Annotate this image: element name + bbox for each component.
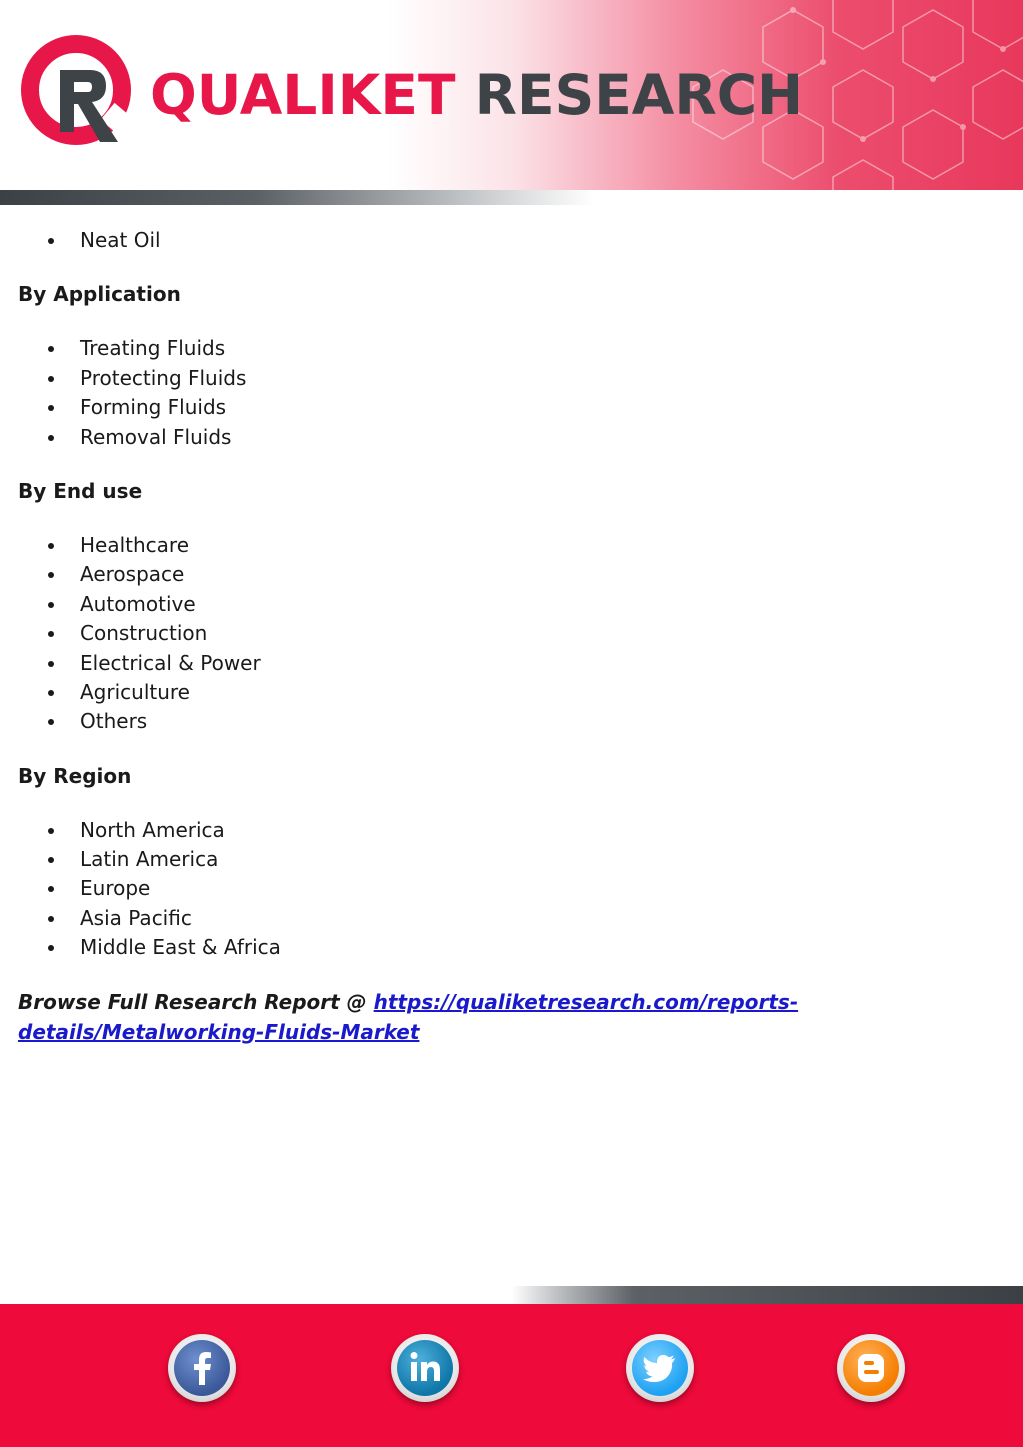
linkedin-icon xyxy=(397,1340,453,1396)
list-item xyxy=(18,933,998,962)
report-link[interactable]: https://qualiketresearch.com/reports-details/Metalworking-Fluids-Market xyxy=(18,989,799,1044)
footer-divider-bar xyxy=(0,1286,1023,1304)
section-heading-application: By Application xyxy=(18,282,181,307)
linkedin-button[interactable] xyxy=(391,1334,459,1402)
browse-label: Browse Full Research Report @ xyxy=(18,989,374,1014)
list-item xyxy=(18,334,998,363)
document-body xyxy=(18,226,998,1047)
bullet-icon xyxy=(48,857,54,863)
brand-name-part1: QUALIKET xyxy=(150,63,456,127)
list-item-text: Middle East & Africa xyxy=(80,935,281,960)
list-item xyxy=(18,226,998,255)
application-list xyxy=(18,334,998,452)
blogger-icon xyxy=(843,1340,899,1396)
bullet-icon xyxy=(48,631,54,637)
list-item xyxy=(18,423,998,452)
bullet-icon xyxy=(48,602,54,608)
list-item xyxy=(18,619,998,648)
region-list xyxy=(18,816,998,963)
bullet-icon xyxy=(48,543,54,549)
qualiket-logo-icon xyxy=(20,34,142,152)
bullet-icon xyxy=(48,572,54,578)
list-item xyxy=(18,393,998,422)
blogger-button[interactable] xyxy=(837,1334,905,1402)
bullet-icon xyxy=(48,661,54,667)
header-divider-bar xyxy=(0,190,1023,205)
list-item-text: Others xyxy=(80,709,148,734)
list-item-text: Removal Fluids xyxy=(80,424,232,449)
bullet-icon xyxy=(48,238,54,244)
facebook-button[interactable] xyxy=(168,1334,236,1402)
list-item xyxy=(18,678,998,707)
section-heading-region: By Region xyxy=(18,763,132,788)
list-item-text: Electrical & Power xyxy=(80,650,261,675)
browse-report-line xyxy=(18,987,998,1047)
end-use-list xyxy=(18,531,998,737)
list-item-text: Latin America xyxy=(80,847,219,872)
intro-list xyxy=(18,226,998,255)
brand-name xyxy=(150,60,803,130)
list-item-text: Construction xyxy=(80,621,208,646)
bullet-icon xyxy=(48,945,54,951)
list-item-text: Aerospace xyxy=(80,562,185,587)
section-heading-end-use: By End use xyxy=(18,478,143,503)
list-item-text: Forming Fluids xyxy=(80,395,227,420)
list-item xyxy=(18,904,998,933)
bullet-icon xyxy=(48,376,54,382)
list-item xyxy=(18,707,998,736)
list-item-text: Protecting Fluids xyxy=(80,365,247,390)
bullet-icon xyxy=(48,916,54,922)
page-header xyxy=(0,0,1023,190)
list-item-text: North America xyxy=(80,817,225,842)
list-item-text: Treating Fluids xyxy=(80,336,226,361)
twitter-button[interactable] xyxy=(626,1334,694,1402)
list-item xyxy=(18,531,998,560)
list-item-text: Healthcare xyxy=(80,532,190,557)
list-item xyxy=(18,560,998,589)
list-item xyxy=(18,649,998,678)
bullet-icon xyxy=(48,346,54,352)
bullet-icon xyxy=(48,886,54,892)
list-item-text: Europe xyxy=(80,876,151,901)
list-item xyxy=(18,590,998,619)
list-item-text: Neat Oil xyxy=(80,228,161,252)
bullet-icon xyxy=(48,719,54,725)
list-item xyxy=(18,364,998,393)
list-item-text: Automotive xyxy=(80,591,196,616)
bullet-icon xyxy=(48,828,54,834)
list-item xyxy=(18,845,998,874)
bullet-icon xyxy=(48,690,54,696)
list-item xyxy=(18,874,998,903)
list-item xyxy=(18,816,998,845)
list-item-text: Agriculture xyxy=(80,679,190,704)
list-item-text: Asia Pacific xyxy=(80,905,192,930)
bullet-icon xyxy=(48,405,54,411)
brand-name-part2: RESEARCH xyxy=(474,63,804,127)
twitter-icon xyxy=(632,1340,688,1396)
bullet-icon xyxy=(48,435,54,441)
facebook-icon xyxy=(174,1340,230,1396)
